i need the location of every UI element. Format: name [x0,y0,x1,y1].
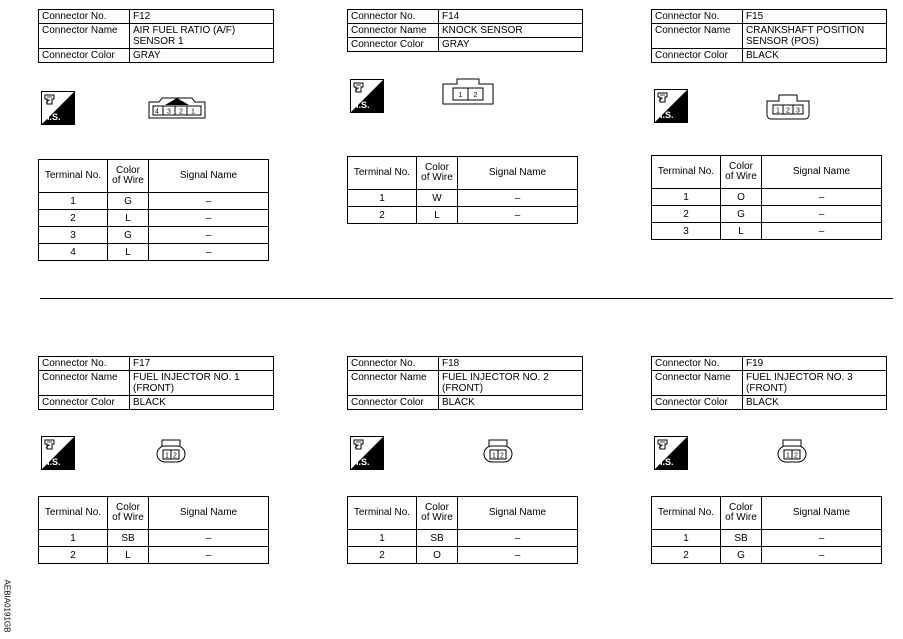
wire-color: SB [417,530,458,547]
connector-no-row [652,10,887,24]
terminal-table [38,159,269,261]
header-color-of-wire: Color of Wire [721,156,762,189]
connector-color-value: BLACK [743,49,887,63]
wire-color: G [721,206,762,223]
harness-side-icon [350,436,384,470]
wire-color: L [417,207,458,224]
connector-name-value: KNOCK SENSOR [439,24,583,38]
wire-color: G [108,227,149,244]
header-terminal-no: Terminal No. [348,157,417,190]
signal-name: – [149,210,269,227]
harness-side-icon [654,436,688,470]
terminal-row [652,189,882,206]
connector-color-row [39,396,274,410]
connector-no-label: Connector No. [39,357,130,371]
connector-name-label: Connector Name [39,24,130,49]
signal-name: – [149,244,269,261]
connector-name-value: FUEL INJECTOR NO. 3 (FRONT) [743,371,887,396]
connector-name-value: FUEL INJECTOR NO. 2 (FRONT) [439,371,583,396]
header-signal-name: Signal Name [458,157,578,190]
header-signal-name: Signal Name [458,497,578,530]
connector-name-label: Connector Name [348,24,439,38]
connector-face-diagram [156,436,186,471]
signal-name: – [458,547,578,564]
connector-name-label: Connector Name [652,24,743,49]
terminal-row [652,223,882,240]
terminal-number: 3 [652,223,721,240]
svg-text:2: 2 [786,107,790,115]
header-terminal-no: Terminal No. [652,156,721,189]
terminal-number: 2 [348,207,417,224]
terminal-row [39,530,269,547]
connector-color-value: GRAY [130,49,274,63]
connector-color-label: Connector Color [348,396,439,410]
header-terminal-no: Terminal No. [652,497,721,530]
connector-color-label: Connector Color [348,38,439,52]
connector-no-value: F17 [130,357,274,371]
wire-color: O [417,547,458,564]
connector-no-row [348,10,583,24]
harness-side-icon [41,436,75,470]
signal-name: – [149,193,269,210]
terminal-table [347,496,578,564]
connector-name-value: CRANKSHAFT POSITION SENSOR (POS) [743,24,887,49]
signal-name: – [458,207,578,224]
header-terminal-no: Terminal No. [39,497,108,530]
signal-name: – [458,190,578,207]
harness-side-icon [41,91,75,125]
terminal-number: 3 [39,227,108,244]
terminal-row [39,547,269,564]
signal-name: – [458,530,578,547]
connector-color-row [348,38,583,52]
connector-no-value: F14 [439,10,583,24]
connector-name-row [39,24,274,49]
connector-color-value: GRAY [439,38,583,52]
connector-no-value: F12 [130,10,274,24]
terminal-table [38,496,269,564]
terminal-number: 1 [348,530,417,547]
connector-color-row [348,396,583,410]
connector-no-row [652,357,887,371]
terminal-row [348,207,578,224]
signal-name: – [762,530,882,547]
connector-name-label: Connector Name [39,371,130,396]
terminal-number: 2 [652,547,721,564]
connector-no-value: F15 [743,10,887,24]
hs-label: H.S. [43,112,61,122]
connector-color-label: Connector Color [39,49,130,63]
connector-info-table [38,356,274,410]
connector-color-label: Connector Color [652,396,743,410]
wire-color: L [108,210,149,227]
terminal-table [347,156,578,224]
wire-color: G [108,193,149,210]
header-color-of-wire: Color of Wire [108,497,149,530]
terminal-number: 2 [348,547,417,564]
connector-face-diagram [763,91,813,126]
terminal-header-row [652,497,882,530]
connector-name-label: Connector Name [348,371,439,396]
connector-color-value: BLACK [439,396,583,410]
terminal-row [348,530,578,547]
connector-color-row [652,49,887,63]
terminal-row [39,227,269,244]
wire-color: G [721,547,762,564]
terminal-row [39,244,269,261]
connector-color-value: BLACK [743,396,887,410]
connector-name-row [652,371,887,396]
svg-text:3: 3 [796,107,800,115]
header-signal-name: Signal Name [762,156,882,189]
svg-text:1: 1 [165,452,169,460]
terminal-header-row [39,160,269,193]
header-color-of-wire: Color of Wire [417,157,458,190]
connector-face-diagram [143,92,211,127]
header-signal-name: Signal Name [149,160,269,193]
wire-color: O [721,189,762,206]
connector-no-label: Connector No. [652,10,743,24]
connector-color-row [39,49,274,63]
svg-text:1: 1 [776,107,780,115]
signal-name: – [149,227,269,244]
terminal-row [39,210,269,227]
connector-no-label: Connector No. [39,10,130,24]
svg-text:1: 1 [191,108,195,116]
connector-no-label: Connector No. [652,357,743,371]
section-divider [40,298,893,299]
header-color-of-wire: Color of Wire [721,497,762,530]
terminal-row [39,193,269,210]
svg-text:3: 3 [167,108,171,116]
connector-info-table [651,356,887,410]
signal-name: – [149,530,269,547]
connector-name-row [348,24,583,38]
terminal-header-row [348,157,578,190]
terminal-table [651,155,882,240]
connector-face-diagram [441,76,495,111]
connector-no-row [39,357,274,371]
hs-label: H.S. [352,457,370,467]
harness-side-icon [654,89,688,123]
harness-side-icon [350,79,384,113]
connector-info-table [651,9,887,63]
header-signal-name: Signal Name [762,497,882,530]
signal-name: – [762,189,882,206]
terminal-number: 2 [39,547,108,564]
terminal-number: 2 [652,206,721,223]
connector-no-value: F18 [439,357,583,371]
terminal-row [348,547,578,564]
signal-name: – [762,206,882,223]
connector-color-value: BLACK [130,396,274,410]
terminal-table [651,496,882,564]
terminal-number: 1 [348,190,417,207]
svg-text:1: 1 [492,452,496,460]
wire-color: SB [721,530,762,547]
connector-face-diagram [777,436,807,471]
terminal-row [652,206,882,223]
header-terminal-no: Terminal No. [348,497,417,530]
signal-name: – [762,547,882,564]
connector-name-row [348,371,583,396]
connector-no-label: Connector No. [348,357,439,371]
terminal-header-row [652,156,882,189]
connector-no-row [348,357,583,371]
connector-no-row [39,10,274,24]
svg-text:2: 2 [794,452,798,460]
connector-name-value: AIR FUEL RATIO (A/F) SENSOR 1 [130,24,274,49]
terminal-header-row [348,497,578,530]
wire-color: W [417,190,458,207]
svg-text:2: 2 [179,108,183,116]
wire-color: L [108,547,149,564]
header-signal-name: Signal Name [149,497,269,530]
terminal-row [652,547,882,564]
terminal-number: 2 [39,210,108,227]
svg-text:1: 1 [458,92,463,99]
connector-face-diagram [483,436,513,471]
connector-color-row [652,396,887,410]
terminal-number: 1 [652,189,721,206]
connector-no-value: F19 [743,357,887,371]
hs-label: H.S. [656,457,674,467]
hs-label: H.S. [352,100,370,110]
figure-id: AEBIA0191GB [2,579,12,633]
connector-name-label: Connector Name [652,371,743,396]
connector-info-table [347,9,583,52]
hs-label: H.S. [656,110,674,120]
signal-name: – [762,223,882,240]
wire-color: SB [108,530,149,547]
svg-text:1: 1 [786,452,790,460]
terminal-number: 1 [39,530,108,547]
connector-info-table [38,9,274,63]
terminal-row [348,190,578,207]
terminal-number: 1 [39,193,108,210]
connector-name-row [39,371,274,396]
header-terminal-no: Terminal No. [39,160,108,193]
connector-name-value: FUEL INJECTOR NO. 1 (FRONT) [130,371,274,396]
terminal-header-row [39,497,269,530]
connector-no-label: Connector No. [348,10,439,24]
svg-text:4: 4 [155,108,159,116]
terminal-number: 1 [652,530,721,547]
header-color-of-wire: Color of Wire [108,160,149,193]
svg-text:2: 2 [173,452,177,460]
wire-color: L [721,223,762,240]
terminal-row [652,530,882,547]
connector-info-table [347,356,583,410]
svg-text:2: 2 [500,452,504,460]
connector-color-label: Connector Color [39,396,130,410]
signal-name: – [149,547,269,564]
connector-name-row [652,24,887,49]
hs-label: H.S. [43,457,61,467]
wire-color: L [108,244,149,261]
svg-text:2: 2 [473,92,478,99]
connector-color-label: Connector Color [652,49,743,63]
header-color-of-wire: Color of Wire [417,497,458,530]
terminal-number: 4 [39,244,108,261]
